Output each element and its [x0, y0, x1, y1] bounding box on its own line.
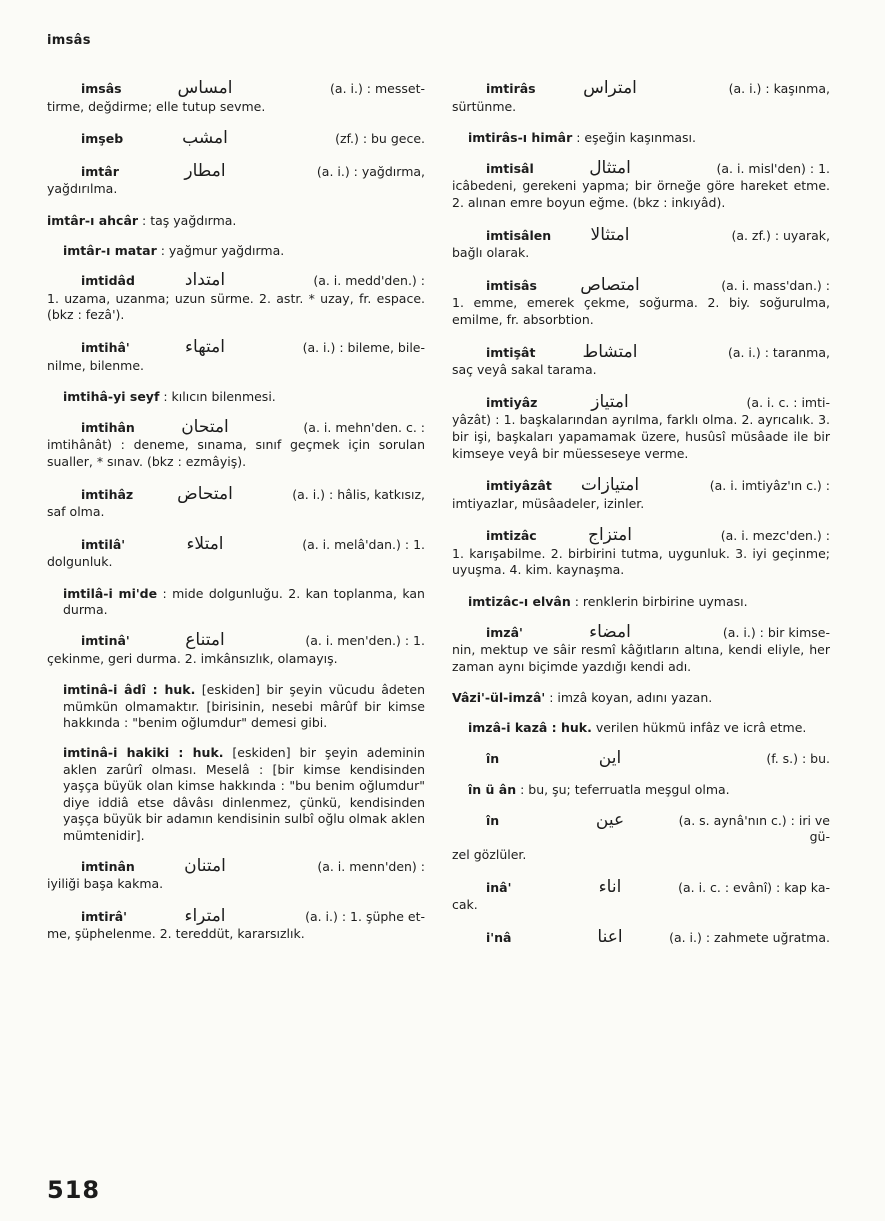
definition-text: çekinme, geri durma. 2. imkânsızlık, olamayış.: [47, 650, 338, 666]
definition-text: imtihânât) : deneme, sınama, sınıf geçmek için sorulan sualler, * sınav. (bkz : ezmâyiş).: [47, 437, 425, 469]
sub-headword: imtihâ-yi seyf: [63, 389, 160, 405]
grammar-note: (a. i.) : bileme, bile-: [302, 339, 425, 355]
headword: imtisâlen: [486, 227, 552, 243]
sub-headword: imtâr-ı ahcâr: [47, 212, 139, 228]
grammar-note: (a. i.) : zahmete uğratma.: [669, 929, 830, 945]
entry-head-line: [47, 632, 425, 650]
dictionary-entry: [452, 527, 830, 579]
dictionary-entry: [452, 80, 830, 115]
sub-entry: [47, 213, 425, 230]
definition-text: me, şüphelenme. 2. tereddüt, kararsızlık.: [47, 926, 305, 942]
definition-text: 1. emme, emerek çekme, soğurma. 2. biy. soğurulma, emilme, fr. absorbtion.: [452, 295, 830, 327]
arabic-script: امتصاص: [580, 274, 640, 295]
definition-text: dolgunluk.: [47, 554, 113, 570]
entry-head-line: [452, 157, 830, 178]
definition-text: nilme, bilenme.: [47, 357, 145, 373]
headword: imtişât: [486, 344, 536, 360]
headword: inâ': [486, 879, 512, 895]
grammar-note: (a. i. c. : imti-: [746, 394, 830, 410]
definition-text: 1. karışabilme. 2. birbirini tutma, uygunluk. 3. iyi geçinme; uyuşma. 4. kim. kaynaşma.: [452, 545, 830, 578]
definition-text: bağlı olarak.: [452, 245, 530, 261]
arabic-script: امطار: [184, 160, 226, 181]
dictionary-entry: [452, 621, 830, 676]
sub-definition: : taş yağdırma.: [138, 212, 237, 228]
grammar-note: (a. i. men'den.) : 1.: [305, 633, 425, 649]
entry-head-line: [452, 747, 830, 768]
dictionary-entry: [47, 336, 425, 374]
grammar-note: (zf.) : bu gece.: [335, 131, 425, 147]
grammar-note: (a. i.) : taranma,: [727, 344, 830, 360]
entry-head-line: [452, 809, 830, 846]
headword: imtâr: [81, 163, 119, 179]
grammar-note: (a. i. menn'den) :: [317, 858, 425, 874]
headword: imtizâc: [486, 528, 537, 544]
entry-head-line: [452, 224, 830, 245]
grammar-note: (a. i.) : hâlis, katkısız,: [292, 486, 425, 502]
arabic-script: امتياز: [591, 391, 629, 412]
headword: imtinâ': [81, 633, 130, 649]
headword: imtidâd: [81, 273, 135, 289]
entry-head-line: [47, 855, 425, 876]
arabic-script: امتشاط: [582, 341, 638, 362]
dictionary-entry: [452, 477, 830, 512]
dictionary-entry: [452, 224, 830, 262]
headword: imtiyâz: [486, 394, 538, 410]
entry-head-line: [47, 533, 425, 554]
entry-head-line: [47, 130, 425, 148]
grammar-note: (a. i. mehn'den. c. :: [303, 419, 425, 435]
grammar-note: (a. i. medd'den.) :: [313, 273, 425, 289]
headword: imtilâ': [81, 536, 126, 552]
headword: în: [486, 812, 500, 828]
arabic-script: اناء: [598, 876, 622, 897]
dictionary-entry: [47, 272, 425, 324]
dictionary-entry: [452, 747, 830, 768]
entry-head-line: [47, 483, 425, 504]
sub-headword: imtinâ-i hakiki : huk.: [63, 745, 224, 761]
sub-headword: imtinâ-i âdî : huk.: [63, 682, 196, 698]
grammar-note: (a. i. misl'den) : 1.: [716, 160, 830, 176]
definition-text: yağdırılma.: [47, 181, 118, 197]
arabic-script: امتحاض: [177, 483, 233, 504]
dictionary-entry: [452, 274, 830, 329]
entry-head-line: [452, 527, 830, 545]
arabic-script: امتلاء: [186, 533, 224, 554]
dictionary-entry: [47, 416, 425, 471]
dictionary-entry: [452, 809, 830, 864]
sub-definition: : yağmur yağdırma.: [156, 242, 285, 258]
sub-definition: : bu, şu; teferruatla meşgul olma.: [516, 782, 730, 798]
arabic-script: امتزاج: [587, 525, 633, 546]
arabic-script: امساس: [177, 78, 233, 98]
arabic-script: امتراس: [583, 78, 637, 98]
sub-definition: [eskiden] bir şeyin vücudu âdeten mümkün olmamaktır. [birisinin, nesebi mârûf bir kimse hakkında : "benim oğlumdur" demesi gibi.: [63, 682, 425, 731]
arabic-script: امتحان: [181, 416, 229, 437]
headword: imtihâ': [81, 339, 130, 355]
grammar-note: (a. s. aynâ'nın c.) : iri ve gü-: [678, 812, 830, 845]
page-number: 518: [47, 1176, 101, 1204]
definition-text: 1. uzama, uzanma; uzun sürme. 2. astr. * uzay, fr. espace. (bkz : fezâ').: [47, 290, 425, 323]
headword: imtihân: [81, 419, 135, 435]
sub-entry: [452, 720, 830, 737]
dictionary-entry: [47, 905, 425, 943]
arabic-script: امتهاء: [185, 336, 225, 357]
definition-text: icâbedeni, gerekeni yapma; bir örneğe göre hareket etme. 2. alınan emre boyun eğme. (bkz : inkıyâd).: [452, 178, 830, 210]
entry-head-line: [47, 416, 425, 437]
entry-head-line: [47, 160, 425, 181]
sub-headword: Vâzi'-ül-imzâ': [452, 690, 546, 706]
arabic-script: این: [598, 747, 622, 768]
arabic-script: امتثال: [589, 157, 631, 178]
grammar-note: (a. i.) : messet-: [330, 81, 425, 96]
definition-text: tirme, değdirme; elle tutup sevme.: [47, 98, 266, 114]
sub-headword: imtâr-ı matar: [63, 242, 157, 258]
grammar-note: (a. i. mezc'den.) :: [720, 528, 830, 544]
entry-head-line: [47, 336, 425, 357]
grammar-note: (a. i.) : 1. şüphe et-: [305, 908, 425, 924]
grammar-note: (a. i.) : yağdırma,: [316, 163, 425, 179]
dictionary-entry: [452, 157, 830, 212]
entry-head-line: [452, 391, 830, 412]
sub-entry: [47, 586, 425, 619]
headword: imtirâ': [81, 908, 127, 924]
entry-head-line: [452, 621, 830, 642]
headword: în: [486, 750, 500, 766]
sub-entry: [47, 682, 425, 732]
entry-head-line: [452, 876, 830, 897]
dictionary-entry: [47, 80, 425, 115]
dictionary-entry: [47, 160, 425, 198]
headword: imtiyâzât: [486, 478, 552, 494]
running-head: imsâs: [47, 33, 91, 48]
entry-head-line: [452, 477, 830, 495]
entry-head-line: [47, 272, 425, 290]
sub-entry: [452, 130, 830, 147]
arabic-script: امتداد: [184, 270, 226, 291]
grammar-note: (a. zf.) : uyarak,: [731, 227, 830, 243]
entry-head-line: [452, 341, 830, 362]
headword: i'nâ: [486, 929, 512, 945]
definition-text: cak.: [452, 897, 478, 913]
definition-text: yâzât) : 1. başkalarından ayrılma, farklı olma. 2. ayrıcalık. 3. bir işi, başkaları yapamamak üzere, husûsî müsâade ile bir kimseye veyâ bir müesseseye verme.: [452, 412, 830, 461]
arabic-script: امتناع: [185, 630, 225, 651]
arabic-script: امتيازات: [580, 475, 640, 496]
sub-headword: imtirâs-ı himâr: [468, 130, 573, 146]
grammar-note: (a. i. mass'dan.) :: [721, 277, 830, 293]
right-column: [452, 80, 830, 961]
arabic-script: امتثالا: [590, 224, 630, 245]
grammar-note: (a. i. imtiyâz'ın c.) :: [709, 478, 830, 494]
left-column: [47, 80, 425, 958]
arabic-script: امضاء: [589, 621, 631, 642]
sub-definition: : kılıcın bilenmesi.: [159, 389, 276, 405]
sub-entry: [452, 782, 830, 799]
arabic-script: اعنا: [597, 926, 623, 947]
headword: imtihâz: [81, 486, 134, 502]
dictionary-entry: [452, 341, 830, 379]
dictionary-entry: [47, 632, 425, 667]
headword: imsâs: [81, 81, 122, 96]
entry-head-line: [452, 926, 830, 947]
arabic-script: امتراء: [184, 905, 226, 926]
grammar-note: (a. i. melâ'dan.) : 1.: [302, 536, 425, 552]
headword: imtisâs: [486, 277, 537, 293]
sub-definition: verilen hükmü infâz ve icrâ etme.: [591, 720, 807, 736]
sub-entry: [452, 690, 830, 707]
headword: imtisâl: [486, 160, 534, 176]
grammar-note: (a. i. c. : evânî) : kap ka-: [678, 879, 830, 895]
entry-head-line: [47, 905, 425, 926]
grammar-note: (a. i.) : bir kimse-: [722, 624, 830, 640]
arabic-script: امتنان: [184, 855, 226, 876]
sub-definition: : imzâ koyan, adını yazan.: [545, 690, 713, 706]
grammar-note: (f. s.) : bu.: [766, 750, 830, 766]
entry-head-line: [47, 80, 425, 98]
definition-text: imtiyazlar, müsâadeler, izinler.: [452, 495, 645, 511]
dictionary-entry: [47, 483, 425, 521]
definition-text: iyiliği başa kakma.: [47, 876, 164, 892]
sub-headword: în ü ân: [468, 782, 517, 798]
dictionary-entry: [452, 391, 830, 462]
grammar-note: (a. i.) : kaşınma,: [728, 81, 830, 96]
dictionary-entry: [47, 855, 425, 893]
entry-head-line: [452, 80, 830, 98]
sub-entry: [47, 389, 425, 406]
sub-definition: : renklerin birbirine uyması.: [570, 594, 748, 610]
arabic-script: امشب: [182, 128, 228, 149]
sub-headword: imtilâ-i mi'de: [63, 585, 158, 601]
sub-headword: imtizâc-ı elvân: [468, 594, 571, 610]
definition-text: nin, mektup ve sâir resmî kâğıtların altına, kendi eliyle, her zaman aynı biçimde yazdığı kendi adı.: [452, 642, 830, 674]
definition-text: saf olma.: [47, 504, 105, 520]
sub-entry: [47, 745, 425, 845]
definition-text: zel gözlüler.: [452, 847, 527, 862]
sub-entry: [47, 243, 425, 260]
headword: imşeb: [81, 131, 124, 147]
definition-text: saç veyâ sakal tarama.: [452, 362, 597, 378]
entry-head-line: [452, 274, 830, 295]
sub-definition: : eşeğin kaşınması.: [572, 130, 696, 146]
dictionary-entry: [452, 876, 830, 914]
sub-definition: : mide dolgunluğu. 2. kan toplanma, kan durma.: [63, 585, 425, 618]
sub-headword: imzâ-i kazâ : huk.: [468, 720, 592, 736]
headword: imtinân: [81, 858, 135, 874]
definition-text: sürtünme.: [452, 98, 517, 114]
sub-definition: [eskiden] bir şeyin ademinin aklen zarûrî olması. Meselâ : [bir kimse kendisinden yaşça büyük olan kimse hakkında : "bu benim oğlumdur" diye iddiâ etse dâvâsı dinlenmez, çünkü, kendisinden yaşça büyük bir adamın kendisinin sulbî oğlu olmak aklen mümtenidir].: [63, 745, 425, 843]
dictionary-entry: [47, 130, 425, 148]
dictionary-entry: [452, 926, 830, 947]
arabic-script: عين: [595, 809, 625, 830]
headword: imzâ': [486, 624, 523, 640]
dictionary-entry: [47, 533, 425, 571]
headword: imtirâs: [486, 81, 536, 96]
sub-entry: [452, 594, 830, 611]
